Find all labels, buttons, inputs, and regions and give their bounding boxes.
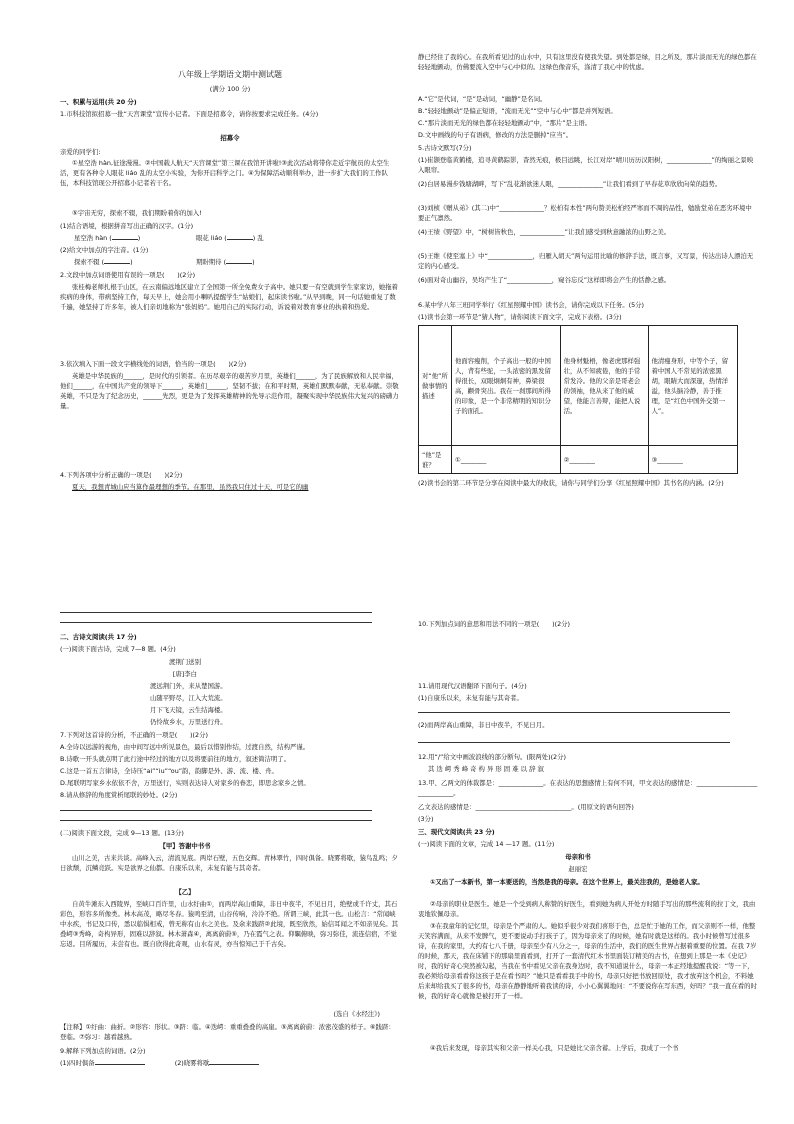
q5-item-6: (6)面对奇山幽谷，吴均产生了“______________，窥谷忘反”这样即将会产生的恬静之感。 [418,276,671,284]
essay-paragraph-4: ④我后来发现，母亲其实和父亲一样关心我，只是她比父亲含蓄。上学后，我成了一个书 [430,1044,679,1052]
q1-1-item-b-close: ) 乱 [252,234,264,242]
question-1-1: (1)结合语境，根据拼音写出正确的汉字。(1分) [60,222,194,230]
table-cell-desc-2: 他身材魁梧，像老虎那样强壮，从不知疲倦，他的手常常发冷。他的父亲是哥老会的领袖，他从来了他的威望，他能言善辩，能把人说活。 [560,326,648,446]
essay-paragraph-1: ①又出了一本新书，第一本要送的，当然是我的母亲。在这个世界上，最关注我的，是她老人家。 [430,878,704,886]
q7-option-d[interactable]: D.尾联明写家乡水依依不舍，万里送行，实则表达诗人对家乡的眷恋，即思念家乡之情。 [60,779,310,787]
table-cell-desc-3: 他清瘦身形，中等个子，留着中国人不常见的浓密黑胡，眼睛大而深邃，热情洋溢，他头脑冷静，善于推理，是“红色中国外交第一人”。 [648,326,738,446]
passage-yi-title: 【乙】 [175,888,195,896]
q7-option-b[interactable]: B.诗歌一开头就点明了此行途中经过的地方以及将要前往的地方，叙述简洁明了。 [60,755,291,763]
question-13: 13.甲、乙两文的体裁都是：______________。在表达的思想感情上有何不同，甲文表达的感情是：______________________________。 [418,779,758,797]
question-5: 5.古诗文默写(7分) [418,144,472,152]
q1-1-item-a-close: ) [137,234,141,242]
answer-line[interactable] [60,622,372,623]
answer-line[interactable] [60,820,372,821]
question-13-b: 乙文表达的感情是：______________________________。(用原文的语句回答) [418,803,634,811]
q5-item-5: (5)王维《使至塞上》中“______________，归雁入胡天”两句运用比喻的修辞手法，既言事，又写景，传达出诗人漂泊无定的内心感受。 [418,252,754,270]
answer-line[interactable] [60,810,372,811]
section-3-part-1: (一)阅读下面的文章，完成 14 —17 题。(11分) [418,840,555,848]
passage-jia: 山川之美，古来共谈。高峰入云，清流见底。两岸石壁，五色交辉。青林翠竹，四时俱备。晓雾将歇，猿鸟乱鸣；夕日欲颓，沉鳞竞跃。实是欲界之仙都。自康乐以来，未复有能与其奇者。 [60,854,398,872]
section-2-heading: 二、古诗文阅读(共 17 分) [60,633,137,641]
q11-item-1: (1)自康乐以来，未复有能与其奇者。 [418,694,523,702]
exam-title: 八年级上学期语文期中测试题 [178,70,282,79]
q5-item-4: (4)王绩《野望》中，“树树皆秋色，______________”让我们感受到秋意融浓的山野之美。 [418,228,671,236]
q1-1-item-b-text: 眼花 liáo ( [196,234,227,242]
q4-option-b[interactable]: B.“轻轻地颤动”是偏正短语，“流而无光”“空中与心中”都是并列短语。 [418,107,617,115]
q1-2-item-b-text: 期盼期待 ( [196,258,227,266]
essay-paragraph-2: ②母亲的职业是医生。她是一个受到病人称赞的好医生，看到她为病人开处方时随手写出的那些流利的拉丁文，我由衷地钦佩母亲。 [418,900,756,918]
q1-2-item-b-close: ) [252,258,255,266]
table-answer-1[interactable]: ①________ [452,446,561,474]
section-2-part-2: (二)阅读下面文段，完成 9—13 题。(13分) [60,829,184,837]
poem-line-1: 渡远荆门外，来从楚国游。 [150,682,227,690]
answer-line[interactable] [418,712,730,713]
q9-item-1 [60,1058,400,1068]
question-7: 7.下列对这首诗的分析，不正确的一项是( )(2分) [60,731,208,739]
passage-yi: 自黄牛滩东入西陵界，至峡口百许里，山水纡曲①，而两岸高山重障，非日中夜半，不见日月，绝壁或千许丈，其石彩色，形容多所像类。林木高茂，略尽冬春。猿鸣至清，山谷传响，泠泠不绝。所谓三峡，此其一也。山松言：“常闻峡中水疾，书记及口传，悉以临惧相戒，曾无称有山水之美也。及余来践跻②此境，既至欣然，始信耳闻之不如亲见矣。其叠崿③秀峰，奇构异形，固难以辞叙。林木萧森④，离离蔚蔚⑤，乃在霞气之表。仰瞩俯映，弥习弥佳，流连信宿，不觉忘返。目所履历，未尝有也。既自欣得此奇观，山水有灵，亦当惊知己于千古矣。 [60,900,399,948]
q5-item-1: (1)崔颢登临黄鹤楼，追寻黄鹤踪影，杳然无痕，极目远眺，长江对岸“晴川历历汉阳树，______________”的绚丽之景映入眼帘。 [418,156,754,174]
question-12: 12.用“/”给文中画波浪线的部分断句。(限两处)(2分) [418,753,567,761]
question-8: 8.请从修辞的角度赏析尾联的妙处。(2分) [60,791,178,799]
poem-line-4: 仍怜故乡水，万里送行舟。 [150,718,227,726]
q12-sentence[interactable]: 其 迭 崿 秀 峰 奇 构 异 形 固 难 以 辞 叙 [428,765,544,773]
answer-blank[interactable] [95,1064,145,1065]
table-answer-3[interactable]: ③________ [648,446,738,474]
question-6: 6.某中学八年三班同学举行《红星照耀中国》读书会，请你完成以下任务。(5分) [418,301,645,309]
q5-item-3: (3)刘桢《赠从弟》(其二)中“______________？松柏有本性”两句赞美松柏经严寒而不凋的品性，勉励堂弟在恶劣环境中要正气凛然。 [418,204,752,222]
question-6-1: (1)读书会第一环节是“猜人物”，请你阅读下面文字，完成下表格。(3分) [418,313,622,321]
question-10: 10.下列加点词的意思和用法不同的一项是( )(2分) [418,620,571,628]
q1-2-item-b [196,257,336,267]
q11-item-2: (2)而两岸高山重障，非日中夜半，不见日月。 [418,721,549,729]
q1-2-item-a [74,257,194,267]
question-3-passage: 英雄是中华民族的______，是时代的引领者。在历尽艰辛的艰苦岁月里，英雄们______，为了民族解放和人民幸福，他们______，在中国共产党的领导下______，英雄们______，坚韧不拔；在和平时期，英雄们默默奉献，无私奉献。崇敬英雄，不只是为了纪念历史，______先烈，更是为了发挥英雄精神的先导示范作用，凝聚实现中华民族伟大复兴的磅礴力量。 [60,372,399,410]
poem-title: 渡荆门送别 [169,658,201,666]
q9-item-2-text: (2)晓雾将歇 [174,1059,210,1067]
table-answer-2[interactable]: ②________ [560,446,648,474]
poem-author: [唐]李白 [172,670,198,678]
q1-1-item-a-text: 星空浩 hàn ( [74,234,112,242]
q1-1-item-a [74,233,194,243]
question-1-2: (2)给文中加点的字注音。(1分) [60,246,149,254]
poem-line-2: 山随平野尽，江入大荒流。 [150,694,227,702]
poem-line-3: 月下飞天镜，云生结海楼。 [150,706,227,714]
question-3: 3.依次填入下面一段文字横线处的词语，恰当的一项是( )(2分) [60,360,247,368]
annotations: 【注释】①纡曲：曲折。②形容：形状。③跻：临。④迭崿：重重叠叠的高崖。⑤离离蔚蔚：浓密茂盛的样子。⑥践跻：登临。⑦弥习：越看越熟。 [60,1023,395,1041]
q9-item-1-text: (1)四时俱备 [60,1059,95,1067]
q7-option-c[interactable]: C.这是一首五言律诗，全诗压“ai”“iu”“ou”韵，韵脚是外、游、流、楼、舟。 [60,767,278,775]
question-2-passage: 张桂梅老师扎根于山区，在云南偏远地区建立了全国第一所全免费女子高中。她只要一有空就到学生家家访，她拖着疾病的身体，带病坚持工作，每天早上，她会用小喇叭提醒学生“姑娘们，起床读书啦。”从早到晚，同一句话她重复了数千遍，她坚持了许多年，被人们亲切地称为“张妈妈”。她用自己的实际行动，诉说着对教育事业的执着和热爱。 [60,283,398,311]
question-4-passage: 夏天，我想青城山应当算作最理想的季节。在那里，虽然我只住过十天，可是它的幽 [72,483,309,491]
question-13-score: (3分) [418,815,434,823]
exam-score: (满分 100 分) [209,85,251,93]
q1-2-item-a-text: 探索不辍 ( [74,258,105,266]
character-table [418,325,738,474]
q5-item-2: (2)白居易漫步钱塘湖畔，写下“乱花渐欲迷人眼，______________”让我们看到了早春花草欣欣向荣的趋势。 [418,180,722,188]
question-11: 11.请用现代汉语翻译下面句子。(4分) [418,682,527,690]
question-1: 1.市科技馆拟招募一批“天宫课堂”宣传小记者。下面是招募令，请你按要求完成任务。(4分) [60,110,319,118]
q1-2-item-a-close: ) [130,258,133,266]
answer-blank[interactable] [226,263,252,264]
answer-line[interactable] [60,612,372,613]
passage-yi-source: (选自《水经注》) [333,1010,380,1018]
essay-author: 赵丽宏 [568,865,588,873]
recruit-paragraph-1: ①星空浩 hàn,征途漫漫。②中国载人航天“天宫课堂”第三课在我馆开讲啦!③此次活动将带你走近宇航员的太空生活，更有各种令人眼花 liáo 乱的太空小实验，为你开启科学之门。④为保障活动顺利举办，进一步扩大我们的工作队伍，本科技馆现公开招募小记者若干名。 [60,159,390,187]
q1-1-item-b [196,233,336,243]
answer-line[interactable] [418,742,730,743]
greeting: 亲爱的同学们: [60,148,101,156]
question-2: 2.文段中加点词语使用有误的一项是( )(2分) [60,271,196,279]
q4-option-c[interactable]: C.“那片淡而无光的绿色都在轻轻地颤动”中，“那片”是主语。 [418,119,592,127]
answer-blank[interactable] [209,1064,259,1065]
q7-option-a[interactable]: A.全诗以远游的视角，由中间写远中所见景色，最后以惜别作结，过渡自然，结构严谨。 [60,743,310,751]
table-row-header-who: “他”是谁？ [419,446,452,474]
question-4: 4.下列各项中分析正确的一项是( )(2分) [60,471,183,479]
passage-jia-title: 【甲】答谢中书书 [159,842,211,850]
essay-paragraph-3: ③在我童年的记忆里，母亲是个严肃的人。她似乎很少对我们喜形于色，总是忙于她的工作，而父亲则不一样，他整天笑容满面，从来不发脾气，更不要说动手打孩子了，因为母亲来了的时候，她有时就是这样的。我小时候曾写过很多诗，在我的家里，大约有七八千册，母亲至少有八分之一，母亲的生活中，我们的医生世界占据着重要的位置。在我 7岁的时候，那天，我在床铺下的那扇里面看到，打开了一套清代红木书里面装订精美的古书，在想到上那是一本《史记》时，我的好奇心突然被勾起，当我在书中看见父亲在我身边时，我不知道说什么，母亲一本正经地提醒我说：“等一下，我必须给母亲看看你这孩子是在看书吗？”她只是看看我手中的书，母亲只好把书放回原处，我才放弃这个机会，不料她后来却给我买了很多的书，母亲在静静地听着我读的诗，小小心翼翼地问：“不要说你在写东西，好吗？”我一直在看的时候，我的好奇心就像是被打开了一样。 [418,922,757,1000]
question-9: 9.解释下列加点的词语。(2分) [60,1047,146,1055]
essay-title: 母亲和书 [565,853,591,861]
answer-blank[interactable] [112,239,138,240]
section-1-heading: 一、积累与运用(共 20 分) [60,98,137,106]
answer-blank[interactable] [104,263,130,264]
recruit-paragraph-2: ⑤宇宙无穷，探索不辍，我们期盼着你的加入! [72,209,202,217]
answer-blank[interactable] [227,239,253,240]
table-row-header-desc: 对“他”所做事情的描述 [419,326,452,446]
q4-option-d[interactable]: D.文中画线的句子有语病，修改的方法是删掉“应当”。 [418,131,573,139]
question-6-2: (2)读书会的第二环节是分享在阅读中最大的收获，请你与同学们分享《红星照耀中国》其书名的内涵。(2分) [418,479,724,487]
section-3-heading: 三、现代文阅读(共 23 分) [418,828,495,836]
q4-option-a[interactable]: A.“它”是代词，“是”是动词，“幽静”是名词。 [418,95,547,103]
table-cell-desc-1: 他面容瘦削，个子高出一般的中国人，背有些驼，一头浓密的黑发留得很长，双眼炯炯有神，鼻梁很高，颧骨突出。我在一刹那间所得的印象，是一个非常精明的知识分子的面孔。 [452,326,561,446]
section-2-part-1: (一)阅读下面古诗，完成 7—8 题。(4分) [60,645,176,653]
question-4-passage-cont: 静已经住了我的心。在我所看见过的山水中，只有这里没有使我失望。到处都是绿，目之所及，那片淡而无光的绿色都在轻轻地颤动，仿佛要流入空中与心中似的。这绿色像音乐，涤清了我心中的忧虑。 [418,53,757,71]
recruit-heading: 招募令 [220,134,240,142]
